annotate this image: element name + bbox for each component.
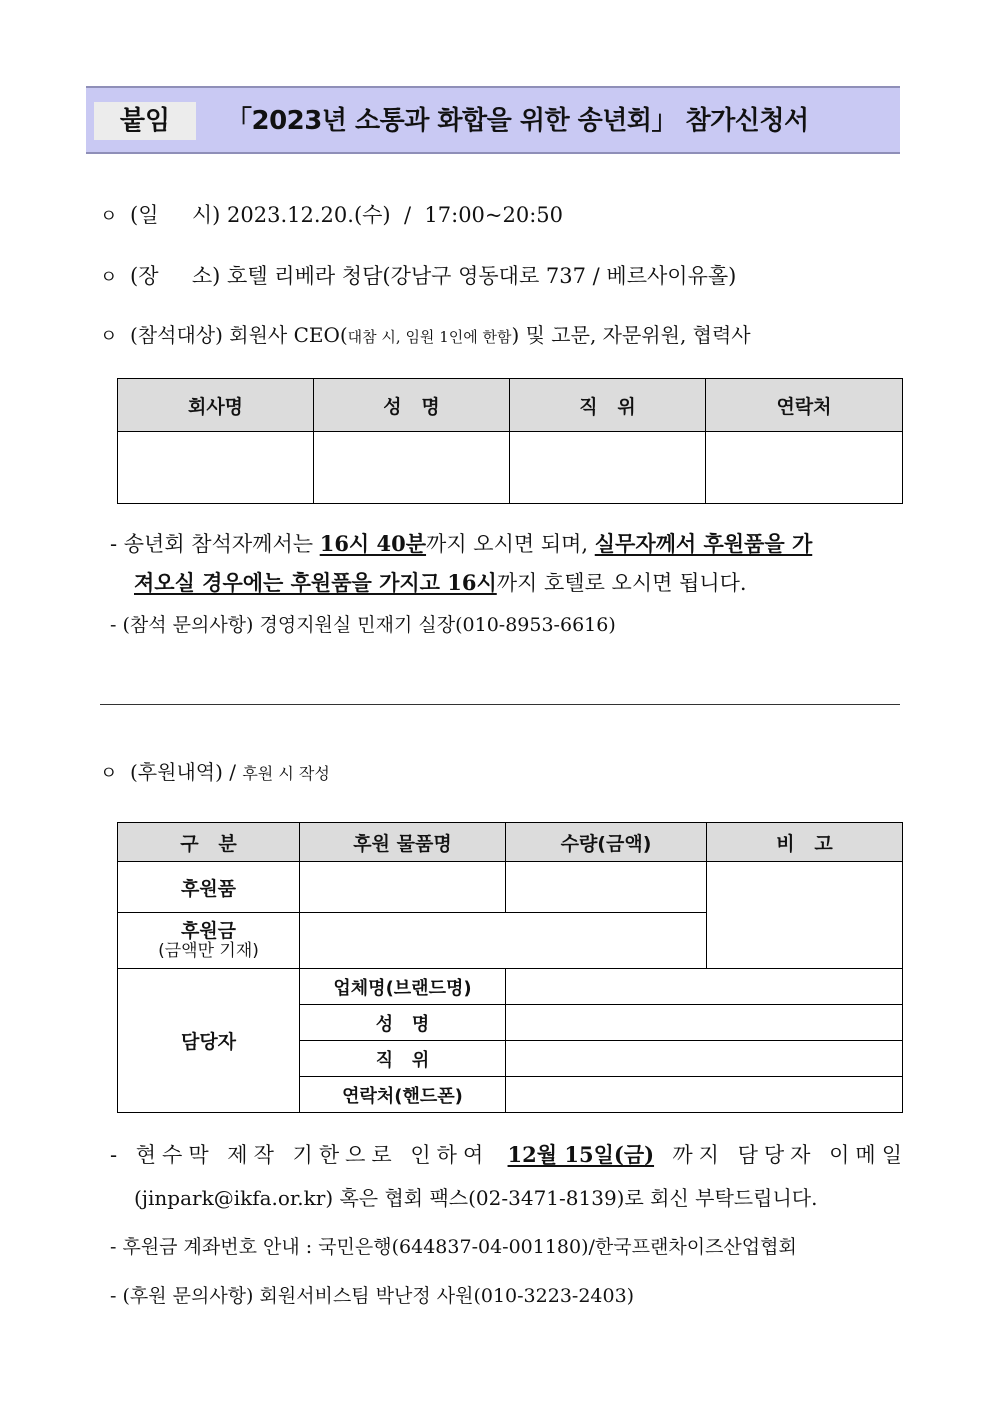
note-text: - 송년회 참석자께서는	[110, 532, 320, 556]
date-line	[100, 200, 563, 230]
date-label: (일 시)	[130, 203, 221, 227]
attendee-table	[117, 378, 903, 504]
bullet-mark: ㅇ	[100, 763, 118, 784]
bullet-mark: ㅇ	[100, 267, 118, 288]
sponsor-staff-note: 져오실 경우에는 후원품을 가지고 16시	[134, 570, 497, 595]
money-amount-cell[interactable]	[300, 913, 707, 969]
contact-name-input[interactable]	[506, 1005, 903, 1041]
attachment-tag: 붙임	[94, 102, 196, 140]
field-contact-position: 직 위	[300, 1041, 506, 1077]
document-title: 「2023년 소통과 화합을 위한 송년회」 참가신청서	[226, 106, 809, 136]
sponsor-account-note: - 후원금 계좌번호 안내 : 국민은행(644837-04-001180)/한국프랜차이즈산업협회	[110, 1236, 797, 1258]
target-value-small: 대참 시, 임원 1인에 한함	[347, 328, 512, 346]
company-brand-input[interactable]	[506, 969, 903, 1005]
header-item: 후원 물품명	[300, 823, 506, 862]
bullet-mark: ㅇ	[100, 326, 118, 347]
sponsor-sub: 후원 시 작성	[242, 764, 330, 783]
header-company: 회사명	[118, 379, 314, 432]
attendee-note-2	[134, 568, 747, 598]
goods-item-cell[interactable]	[300, 862, 506, 913]
note-text: 까지 호텔로 오시면 됩니다.	[496, 571, 747, 595]
contact-phone-input[interactable]	[506, 1077, 903, 1113]
sponsor-note-2: (jinpark@ikfa.or.kr) 혹은 협회 팩스(02-3471-8139)로 회신 부탁드립니다.	[134, 1186, 818, 1210]
header-category: 구 분	[118, 823, 300, 862]
target-label: (참석대상)	[130, 323, 223, 347]
position-input-cell[interactable]	[510, 432, 706, 504]
goods-quantity-cell[interactable]	[506, 862, 707, 913]
company-input-cell[interactable]	[118, 432, 314, 504]
sponsor-note-1	[110, 1140, 908, 1170]
place-label: (장 소)	[130, 264, 221, 288]
sponsor-table	[117, 822, 903, 1113]
attendee-inquiry: - (참석 문의사항) 경영지원실 민재기 실장(010-8953-6616)	[110, 614, 616, 636]
bullet-mark: ㅇ	[100, 206, 118, 227]
contact-position-input[interactable]	[506, 1041, 903, 1077]
date-value: 2023.12.20.(수) / 17:00~20:50	[227, 203, 564, 227]
field-contact-name: 성 명	[300, 1005, 506, 1041]
note-text: - 현수막 제작 기한으로 인하여	[110, 1143, 490, 1167]
row-contact-label: 담당자	[118, 969, 300, 1113]
target-value-b: ) 및 고문, 자문위원, 협력사	[511, 323, 751, 347]
sponsor-inquiry: - (후원 문의사항) 회원서비스팀 박난정 사원(010-3223-2403)	[110, 1285, 635, 1307]
target-line	[100, 320, 751, 350]
sponsor-staff-note: 실무자께서 후원품을 가	[594, 531, 813, 556]
contact-input-cell[interactable]	[706, 432, 903, 504]
remarks-cell[interactable]	[707, 862, 903, 969]
arrival-time: 16시 40분	[319, 531, 427, 556]
sponsor-line	[100, 757, 330, 787]
target-value-a: 회원사 CEO(	[229, 323, 348, 347]
field-contact-phone: 연락처(핸드폰)	[300, 1077, 506, 1113]
note-text: 까지 담당자 이메일	[672, 1143, 908, 1167]
header-remarks: 비 고	[707, 823, 903, 862]
place-value: 호텔 리베라 청담(강남구 영동대로 737 / 베르사이유홀)	[227, 264, 737, 288]
name-input-cell[interactable]	[314, 432, 510, 504]
header-name: 성 명	[314, 379, 510, 432]
place-line	[100, 261, 736, 291]
money-sub-label: (금액만 기재)	[158, 940, 259, 961]
note-text: 까지 오시면 되며,	[426, 532, 595, 556]
attendee-note-1	[110, 529, 812, 559]
deadline-date: 12월 15일(금)	[507, 1142, 655, 1167]
row-goods-label: 후원품	[118, 862, 300, 913]
sponsor-sep: /	[222, 760, 243, 784]
title-bar	[86, 86, 900, 154]
field-company-brand: 업체명(브랜드명)	[300, 969, 506, 1005]
header-contact: 연락처	[706, 379, 903, 432]
sponsor-label: (후원내역)	[130, 760, 223, 784]
header-position: 직 위	[510, 379, 706, 432]
money-label: 후원금	[180, 919, 237, 942]
row-money-label	[118, 913, 300, 969]
section-divider	[100, 704, 900, 705]
header-quantity: 수량(금액)	[506, 823, 707, 862]
